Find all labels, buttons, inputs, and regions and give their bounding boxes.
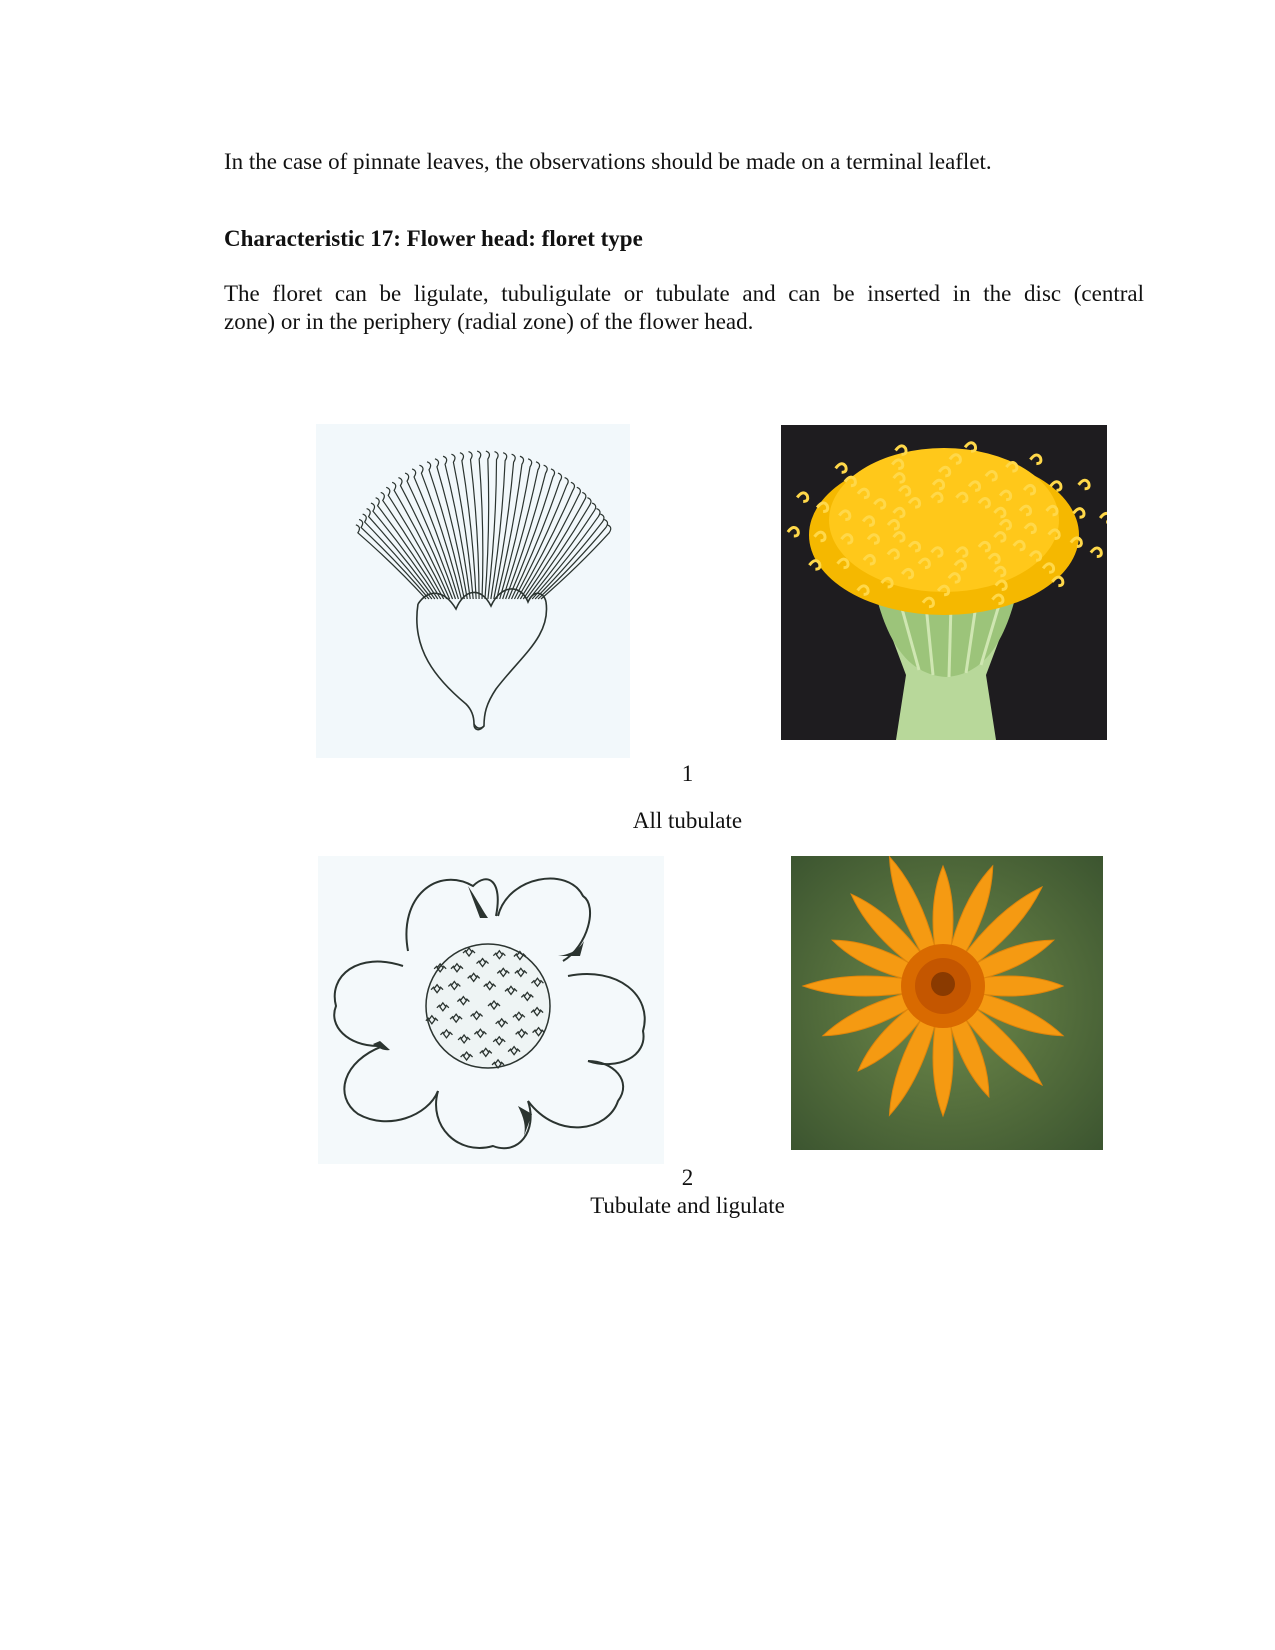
description-line-1: The floret can be ligulate, tubuligulate or tubulate and can be inserted in the disc (central: [224, 281, 1144, 306]
intro-paragraph: In the case of pinnate leaves, the observations should be made on a terminal leaflet.: [224, 149, 992, 174]
tubulate-ligulate-flower-drawing: [318, 856, 664, 1164]
tubulate-flower-photo: [781, 425, 1107, 740]
description-paragraph: [224, 280, 1144, 336]
figure-1-number: 1: [681, 761, 694, 786]
description-line-2: zone) or in the periphery (radial zone) of the flower head.: [224, 309, 754, 334]
figure-1-label: All tubulate: [632, 808, 743, 833]
figure-2-number: 2: [681, 1165, 694, 1190]
figure-2-label: Tubulate and ligulate: [590, 1193, 785, 1218]
tubulate-flower-drawing: [316, 424, 630, 758]
characteristic-heading: Characteristic 17: Flower head: floret type: [224, 226, 643, 251]
tubulate-ligulate-flower-photo: [791, 856, 1103, 1150]
